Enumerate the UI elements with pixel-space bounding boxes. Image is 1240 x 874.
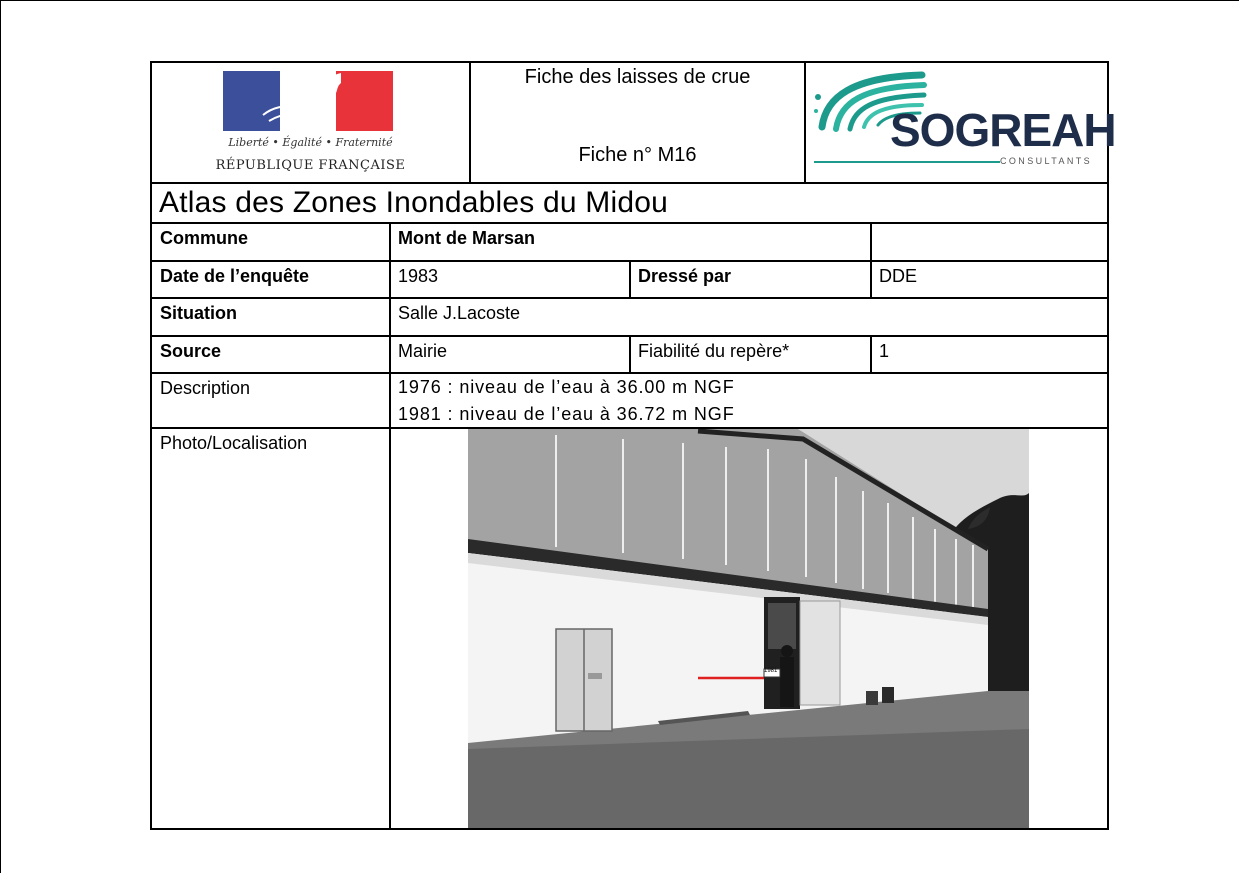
situation-value-cell bbox=[389, 297, 1109, 337]
author-value: DDE bbox=[879, 266, 918, 286]
photo-label-cell bbox=[150, 427, 391, 830]
company-logo-cell bbox=[804, 61, 1116, 184]
sheet-number: Fiche n° M16 bbox=[578, 144, 697, 166]
photo-cell bbox=[389, 427, 1109, 830]
situation-value: Salle J.Lacoste bbox=[398, 303, 521, 323]
situation-label: Situation bbox=[160, 303, 237, 323]
commune-label: Commune bbox=[160, 228, 249, 248]
author-value-cell bbox=[870, 260, 1109, 299]
source-value: Mairie bbox=[398, 341, 448, 361]
source-label: Source bbox=[160, 341, 222, 361]
source-label-cell bbox=[150, 335, 391, 374]
reliability-label: Fiabilité du repère* bbox=[638, 341, 790, 361]
sheet-title-cell bbox=[469, 61, 806, 184]
source-value-cell bbox=[389, 335, 631, 374]
date-value-cell bbox=[389, 260, 631, 299]
description-line-1981: 1981 : niveau de l’eau à 36.72 m NGF bbox=[398, 404, 735, 424]
republic-name: RÉPUBLIQUE FRANÇAISE bbox=[215, 158, 406, 173]
republic-logo-cell bbox=[150, 61, 471, 184]
date-label: Date de l’enquête bbox=[160, 266, 310, 286]
date-label-cell bbox=[150, 260, 391, 299]
description-lines bbox=[398, 374, 735, 428]
commune-extra-cell bbox=[870, 222, 1109, 262]
description-label: Description bbox=[160, 378, 251, 398]
date-value: 1983 bbox=[398, 266, 439, 286]
republic-motto: Liberté • Égalité • Fraternité bbox=[228, 136, 393, 149]
commune-label-cell bbox=[150, 222, 391, 262]
description-label-cell bbox=[150, 372, 391, 429]
author-label-cell bbox=[629, 260, 872, 299]
building-photo bbox=[468, 429, 1029, 828]
commune-value-cell bbox=[389, 222, 872, 262]
marianne-logo bbox=[223, 71, 393, 133]
company-subtitle: CONSULTANTS bbox=[1000, 156, 1093, 166]
reliability-value: 1 bbox=[879, 341, 890, 361]
description-line-1976: 1976 : niveau de l’eau à 36.00 m NGF bbox=[398, 377, 735, 397]
company-name: SOGREAH bbox=[890, 104, 1116, 156]
flood-plaque-label: 1981 bbox=[764, 668, 778, 674]
author-label: Dressé par bbox=[638, 266, 732, 286]
company-underline bbox=[814, 161, 1000, 163]
flood-mark-sheet bbox=[150, 61, 1116, 830]
description-value-cell bbox=[389, 372, 1109, 429]
photo-label: Photo/Localisation bbox=[160, 433, 308, 453]
atlas-title-cell bbox=[150, 182, 1109, 224]
reliability-value-cell bbox=[870, 335, 1109, 374]
reliability-label-cell bbox=[629, 335, 872, 374]
sheet-title: Fiche des laisses de crue bbox=[524, 66, 751, 88]
commune-value: Mont de Marsan bbox=[398, 228, 536, 248]
situation-label-cell bbox=[150, 297, 391, 337]
atlas-title: Atlas des Zones Inondables du Midou bbox=[159, 186, 668, 219]
